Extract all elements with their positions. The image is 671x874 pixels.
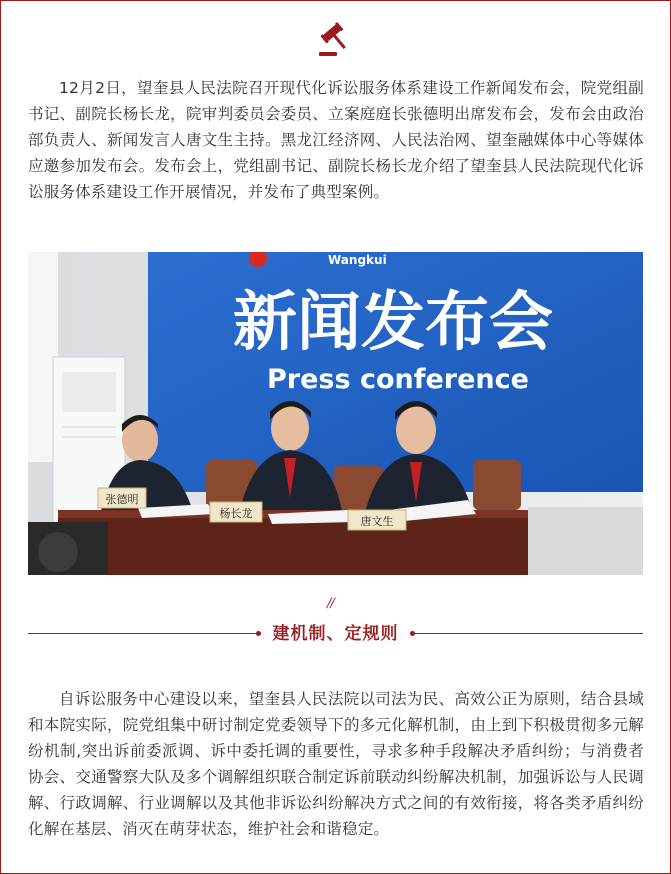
nameplate: 唐文生 (360, 515, 394, 528)
section-header (28, 622, 643, 646)
section-title: 建机制、定规则 (272, 624, 399, 644)
gavel-icon (315, 22, 355, 58)
intro-paragraph: 12月2日，望奎县人民法院召开现代化诉讼服务体系建设工作新闻发布会，院党组副书记、副院长杨长龙，院审判委员会委员、立案庭庭长张德明出席发布会，发布会由政治部负责人、新闻发言人唐文生主持。黑龙江经济网、人民法治网、望奎融媒体中心等媒体应邀参加发布会。发布会上，党组副书记、副院长杨长龙介绍了望奎县人民法院现代化诉讼服务体系建设工作开展情况，并发布了典型案例。 (28, 79, 644, 201)
backdrop-title: 新闻发布会 (233, 286, 553, 360)
section-deco: // (327, 596, 334, 611)
backdrop-subtitle: Press conference (267, 364, 529, 395)
divider-right (413, 633, 643, 634)
nameplate: 杨长龙 (219, 507, 253, 520)
backdrop-banner-small: Wangkui (328, 253, 387, 267)
body-paragraph: 自诉讼服务中心建设以来，望奎县人民法院以司法为民、高效公正为原则，结合县域和本院实际，院党组集中研讨制定党委领导下的多元化解机制，由上到下积极贯彻多元解纷机制,突出诉前委派调、诉中委托调的重要性，寻求多种手段解决矛盾纠纷；与消费者协会、交通警察大队及多个调解组织联合制定诉前联动纠纷解决机制，加强诉讼与人民调解、行政调解、行业调解以及其他非诉讼纠纷解决方式之间的有效衔接，将各类矛盾纠纷化解在基层、消灭在萌芽状态，维护社会和谐稳定。 (28, 690, 644, 838)
press-conference-photo (28, 252, 643, 575)
nameplate: 张德明 (105, 493, 139, 506)
